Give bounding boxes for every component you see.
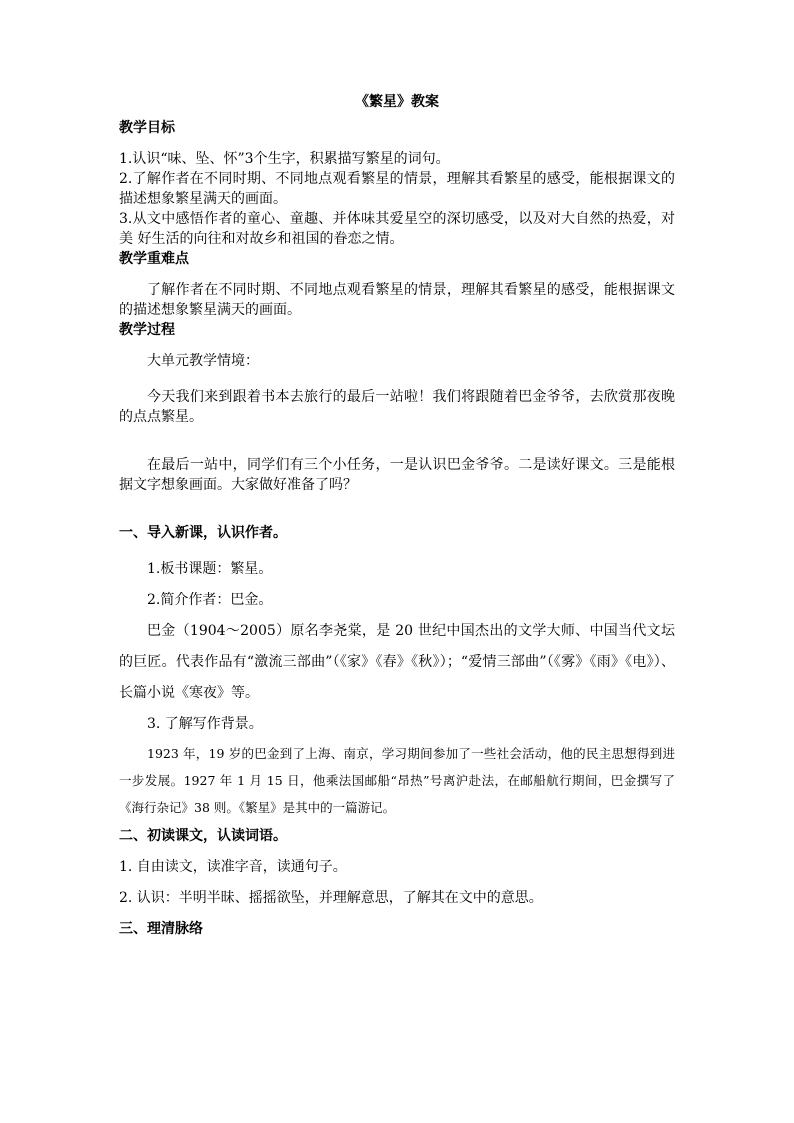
objectives-heading: 教学目标 <box>119 120 175 136</box>
section-2-heading: 二、初读课文，认读词语。 <box>119 828 287 844</box>
page-title: 《繁星》教案 <box>355 94 439 110</box>
section-1-item-2: 2.简介作者：巴金。 <box>147 592 273 608</box>
section-2-item-1: 1. 自由读文，读准字音，读通句子。 <box>119 859 347 875</box>
objective-item-1: 1.认识“味、坠、怀”3个生字，积累描写繁星的词句。 <box>119 151 450 167</box>
document-page <box>119 92 675 945</box>
intro-paragraph-2: 在最后一站中，同学们有三个小任务，一是认识巴金爷爷。二是读好课文。三是能根据文字想象画面。大家做好准备了吗？ <box>119 457 675 493</box>
section-1-heading: 一、导入新课，认识作者。 <box>119 525 287 541</box>
intro-paragraph-1: 今天我们来到跟着书本去旅行的最后一站啦！我们将跟随着巴金爷爷，去欣赏那夜晚的点点繁星。 <box>119 389 675 425</box>
objective-item-2: 2.了解作者在不同时期、不同地点观看繁星的情景，理解其看繁星的感受，能根据课文的描述想象繁星满天的画面。 <box>119 171 675 207</box>
section-1-item-3: 3. 了解写作背景。 <box>147 716 263 732</box>
section-2-item-2: 2. 认识：半明半昧、摇摇欲坠，并理解意思，了解其在文中的意思。 <box>119 890 543 906</box>
section-3-heading: 三、理清脉络 <box>119 921 203 937</box>
section-1-bio: 巴金（1904～2005）原名李尧棠，是 20 世纪中国杰出的文学大师、中国当代文坛的巨匠。代表作品有“激流三部曲”（《家》《春》《秋》）；“爱情三部曲”（《雾》《雨》《电》）、长篇小说《寒夜》等。 <box>119 623 675 701</box>
keypoints-heading: 教学重难点 <box>119 251 189 267</box>
process-heading: 教学过程 <box>119 322 175 338</box>
unit-context-label: 大单元教学情境： <box>147 353 259 369</box>
objective-item-3: 3.从文中感悟作者的童心、童趣、并体味其爱星空的深切感受，以及对大自然的热爱，对美 好生活的向往和对故乡和祖国的眷恋之情。 <box>119 211 675 247</box>
section-1-item-1: 1.板书课题：繁星。 <box>147 561 273 577</box>
keypoints-text: 了解作者在不同时期、不同地点观看繁星的情景，理解其看繁星的感受，能根据课文的描述想象繁星满天的画面。 <box>119 282 675 318</box>
section-1-background: 1923 年，19 岁的巴金到了上海、南京，学习期间参加了一些社会活动，他的民主思想得到进一步发展。1927 年 1 月 15 日，他乘法国邮船“昂热”号离沪赴法，在邮船航行期间，巴金撰写了《海行杂记》38 则。《繁星》是其中的一篇游记。 <box>119 746 675 815</box>
